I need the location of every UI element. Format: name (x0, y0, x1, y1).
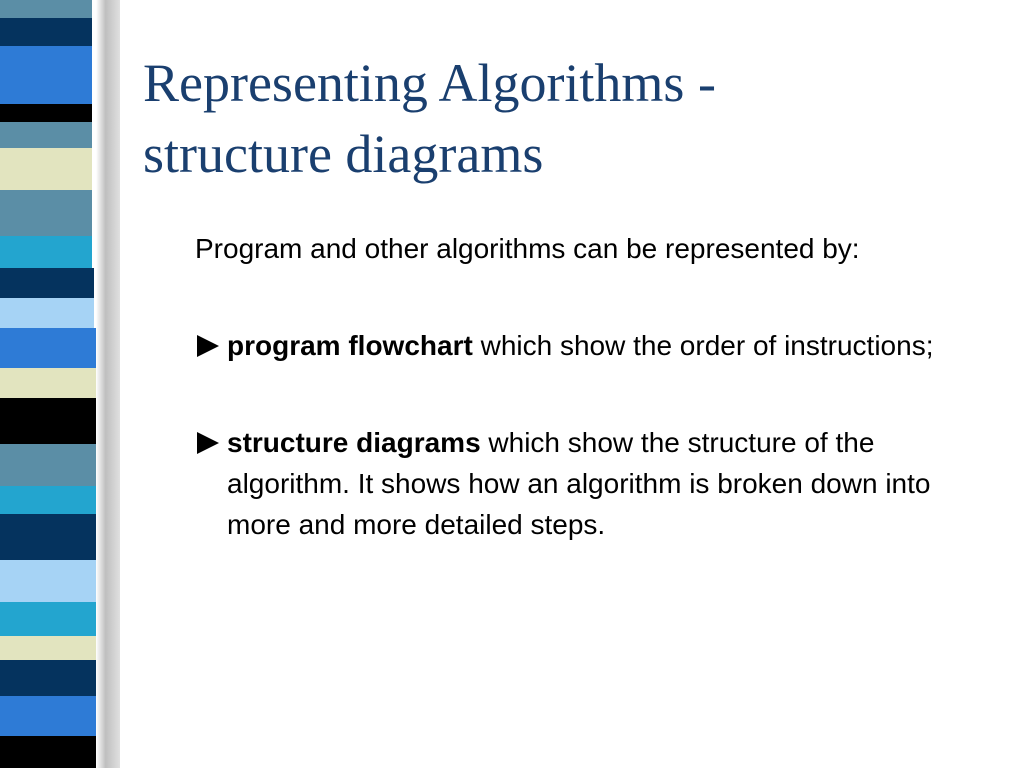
stripe-band (0, 268, 94, 298)
stripe-band (0, 0, 92, 18)
title-line-2: structure diagrams (143, 124, 544, 184)
stripe-band (0, 444, 96, 486)
stripe-band (0, 514, 96, 560)
stripe-band (0, 236, 92, 268)
triangle-bullet-icon (197, 432, 219, 454)
stripe-band (0, 298, 94, 328)
stripe-band (0, 368, 96, 398)
stripe-band (0, 486, 96, 514)
bullet-text: which show the order of instructions; (472, 330, 934, 361)
title-line-1: Representing Algorithms - (143, 53, 716, 113)
triangle-bullet-icon (197, 335, 219, 357)
stripe-band (0, 696, 96, 736)
bullet-item-program-flowchart (195, 325, 995, 366)
stripe-band (0, 104, 92, 122)
stripe-band (0, 398, 96, 444)
stripe-band (0, 46, 92, 76)
stripe-band (0, 148, 92, 190)
stripe-band (0, 190, 92, 236)
decorative-stripe-bar (0, 0, 120, 768)
stripe-band (0, 18, 92, 46)
stripe-band (0, 560, 96, 602)
slide-body (195, 228, 995, 601)
bullet-text: which show the structure of the algorithm. It shows how an algorithm is broken down into more and more detailed steps. (227, 427, 931, 540)
stripe-band (0, 602, 96, 636)
slide-title (143, 48, 1003, 190)
stripe-band (0, 328, 96, 368)
bullet-item-structure-diagrams (195, 422, 995, 545)
intro-paragraph: Program and other algorithms can be represented by: (195, 233, 860, 264)
stripe-band (0, 76, 92, 104)
bullet-term: structure diagrams (227, 427, 481, 458)
bullet-term: program flowchart (227, 330, 473, 361)
stripe-shadow (96, 0, 120, 768)
stripe-band (0, 636, 96, 660)
stripe-band (0, 736, 96, 768)
stripe-band (0, 660, 96, 696)
stripe-band (0, 122, 92, 148)
